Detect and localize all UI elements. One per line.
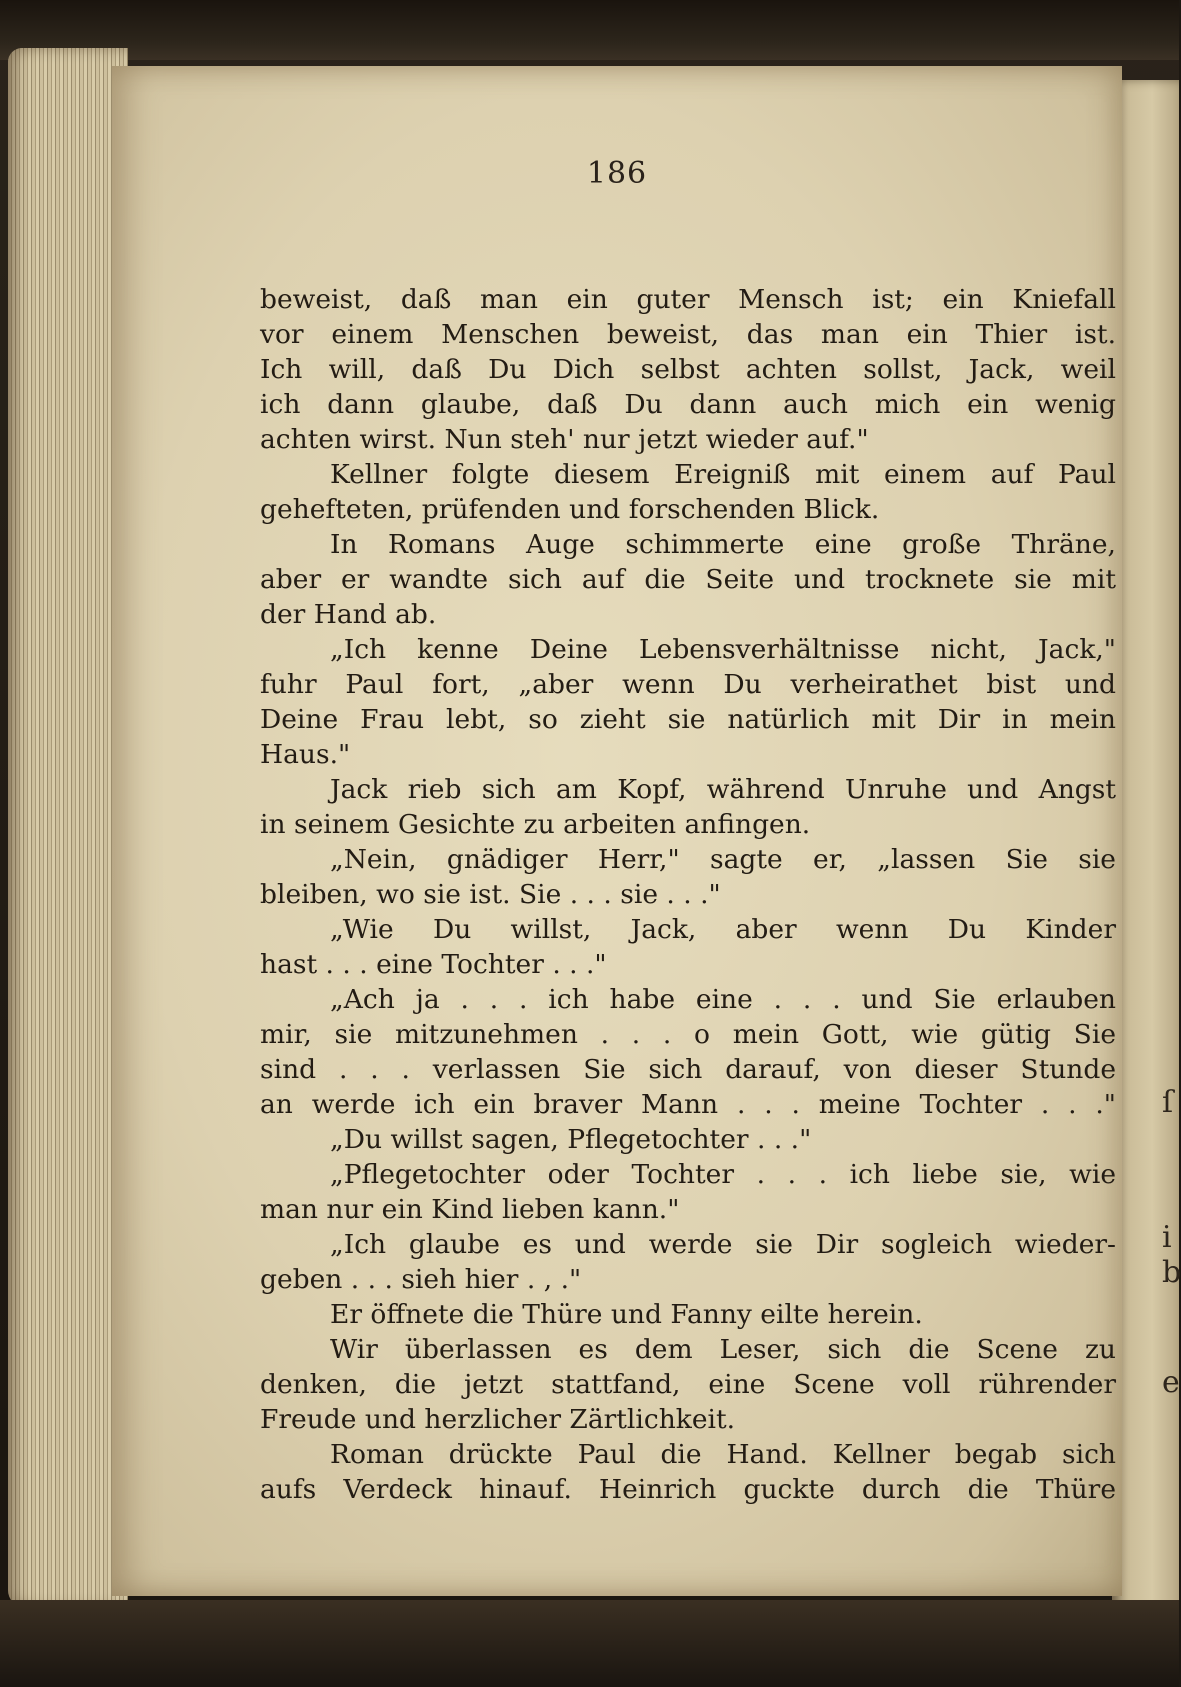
book-binding-bottom bbox=[0, 1600, 1179, 1687]
text-line: „Ich kenne Deine Lebensverhältnisse nicht, Jack," bbox=[330, 634, 1116, 665]
text-line: mir, sie mitzunehmen . . . o mein Gott, wie gütig Sie bbox=[260, 1019, 1116, 1050]
text-line: geben . . . sieh hier . , ." bbox=[260, 1264, 582, 1295]
text-line: ich dann glaube, daß Du dann auch mich ein wenig bbox=[260, 389, 1116, 420]
text-line: in seinem Gesichte zu arbeiten anfingen. bbox=[260, 809, 811, 840]
text-line: vor einem Menschen beweist, das man ein Thier ist. bbox=[260, 319, 1116, 350]
text-line: Jack rieb sich am Kopf, während Unruhe und Angst bbox=[330, 774, 1116, 805]
text-line: aufs Verdeck hinauf. Heinrich guckte durch die Thüre bbox=[260, 1474, 1116, 1505]
text-line: „Ich glaube es und werde sie Dir sogleich wieder- bbox=[330, 1229, 1116, 1260]
next-page-fragment: ſ bbox=[1162, 1085, 1174, 1120]
text-line: aber er wandte sich auf die Seite und trocknete sie mit bbox=[260, 564, 1116, 595]
text-line: beweist, daß man ein guter Mensch ist; ein Kniefall bbox=[260, 284, 1116, 315]
text-line: „Ach ja . . . ich habe eine . . . und Sie erlauben bbox=[330, 984, 1116, 1015]
text-line: Haus." bbox=[260, 739, 351, 770]
text-line: Deine Frau lebt, so zieht sie natürlich mit Dir in mein bbox=[260, 704, 1116, 735]
next-page-fragment: i bbox=[1162, 1220, 1172, 1255]
page-edges-stack bbox=[8, 48, 128, 1608]
next-page-fragment: e bbox=[1162, 1365, 1180, 1400]
text-line: man nur ein Kind lieben kann." bbox=[260, 1194, 680, 1225]
text-line: „Pflegetochter oder Tochter . . . ich liebe sie, wie bbox=[330, 1159, 1116, 1190]
text-line: Roman drückte Paul die Hand. Kellner begab sich bbox=[330, 1439, 1116, 1470]
text-line: Ich will, daß Du Dich selbst achten sollst, Jack, weil bbox=[260, 354, 1116, 385]
text-line: achten wirst. Nun steh' nur jetzt wieder auf." bbox=[260, 424, 869, 455]
book-page bbox=[112, 66, 1122, 1596]
next-page-fragment: b bbox=[1162, 1255, 1181, 1290]
page-number: 186 bbox=[586, 156, 648, 191]
text-line: an werde ich ein braver Mann . . . meine Tochter . . ." bbox=[260, 1089, 1116, 1120]
text-line: denken, die jetzt stattfand, eine Scene voll rührender bbox=[260, 1369, 1116, 1400]
text-line: „Nein, gnädiger Herr," sagte er, „lassen Sie sie bbox=[330, 844, 1116, 875]
text-line: Kellner folgte diesem Ereigniß mit einem auf Paul bbox=[330, 459, 1116, 490]
text-line: Freude und herzlicher Zärtlichkeit. bbox=[260, 1404, 736, 1435]
text-line: Wir überlassen es dem Leser, sich die Scene zu bbox=[330, 1334, 1116, 1365]
text-line: bleiben, wo sie ist. Sie . . . sie . . ." bbox=[260, 879, 721, 910]
text-line: der Hand ab. bbox=[260, 599, 437, 630]
text-line: sind . . . verlassen Sie sich darauf, von dieser Stunde bbox=[260, 1054, 1116, 1085]
book-cover-top-edge bbox=[0, 0, 1179, 60]
text-line: „Wie Du willst, Jack, aber wenn Du Kinder bbox=[330, 914, 1116, 945]
text-line: „Du willst sagen, Pflegetochter . . ." bbox=[330, 1124, 812, 1155]
text-line: In Romans Auge schimmerte eine große Thräne, bbox=[330, 529, 1116, 560]
text-line: Er öffnete die Thüre und Fanny eilte herein. bbox=[330, 1299, 923, 1330]
text-line: hast . . . eine Tochter . . ." bbox=[260, 949, 607, 980]
text-line: fuhr Paul fort, „aber wenn Du verheirathet bist und bbox=[260, 669, 1116, 700]
next-page-sliver bbox=[1112, 80, 1179, 1620]
text-line: gehefteten, prüfenden und forschenden Blick. bbox=[260, 494, 880, 525]
page-text bbox=[260, 282, 1116, 1507]
